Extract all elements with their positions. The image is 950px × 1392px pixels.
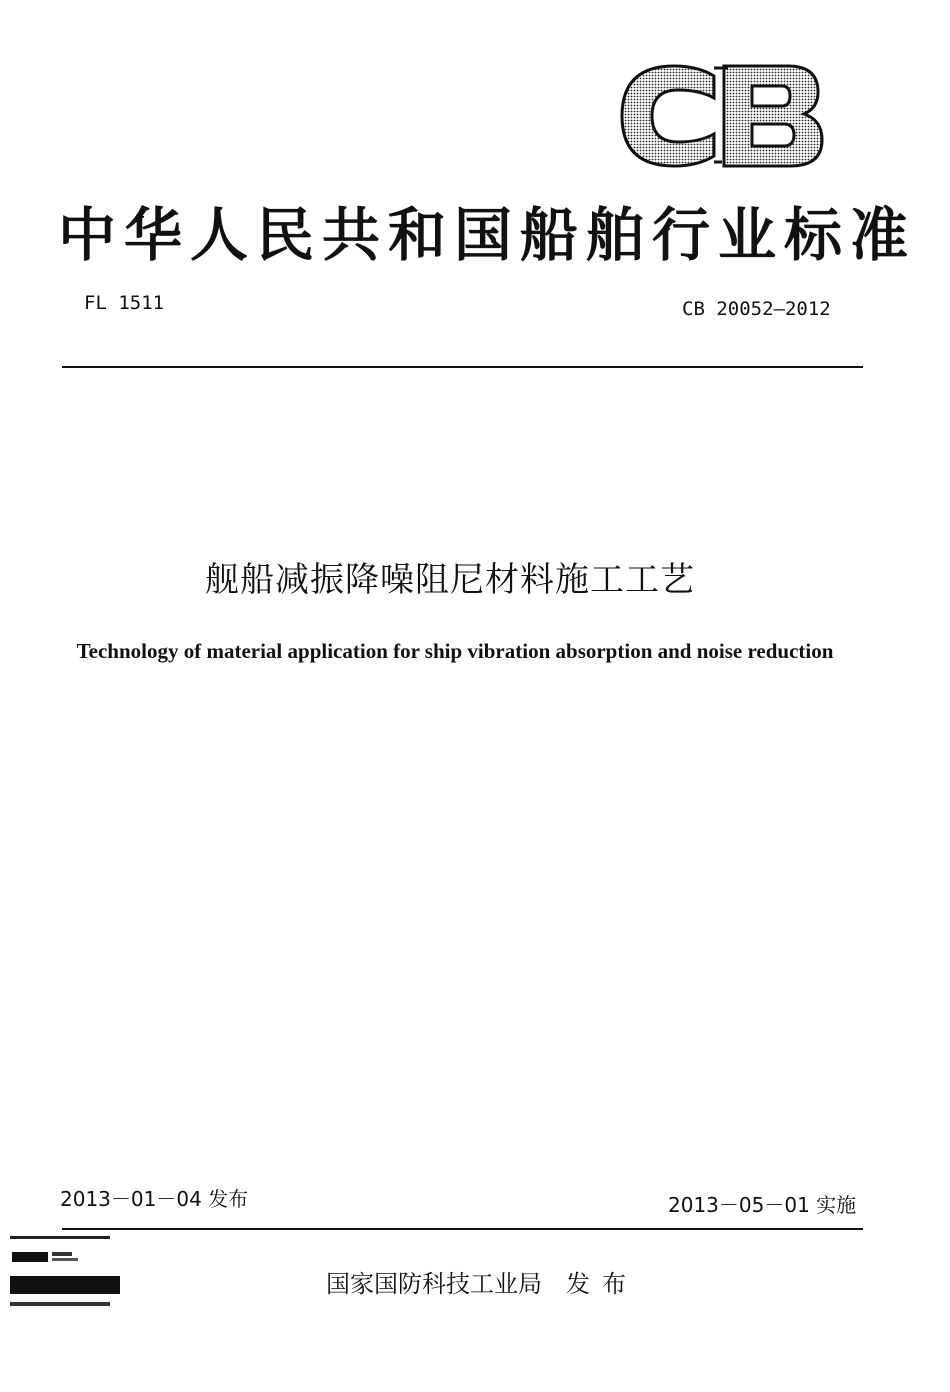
classification-code: FL 1511 <box>84 292 165 314</box>
standard-category-title: 中华人民共和国船舶行业标准 <box>58 201 917 269</box>
document-title-en: Technology of material application for ship vibration absorption and noise reduction <box>76 639 834 663</box>
issuer-name: 国家国防科技工业局 <box>326 1270 542 1298</box>
issuer-action: 发布 <box>566 1270 638 1298</box>
publisher-stamp-logo <box>8 1232 123 1312</box>
footer-divider <box>62 1228 863 1230</box>
document-title-cn: 舰船减振降噪阻尼材料施工工艺 <box>205 560 695 600</box>
standard-number: CB 20052—2012 <box>682 298 831 320</box>
cb-logo <box>618 62 828 170</box>
issuing-authority <box>326 1264 638 1299</box>
header-divider <box>62 366 863 368</box>
issue-date: 2013－01－04 发布 <box>60 1187 249 1211</box>
effective-date: 2013－05－01 实施 <box>668 1193 857 1217</box>
